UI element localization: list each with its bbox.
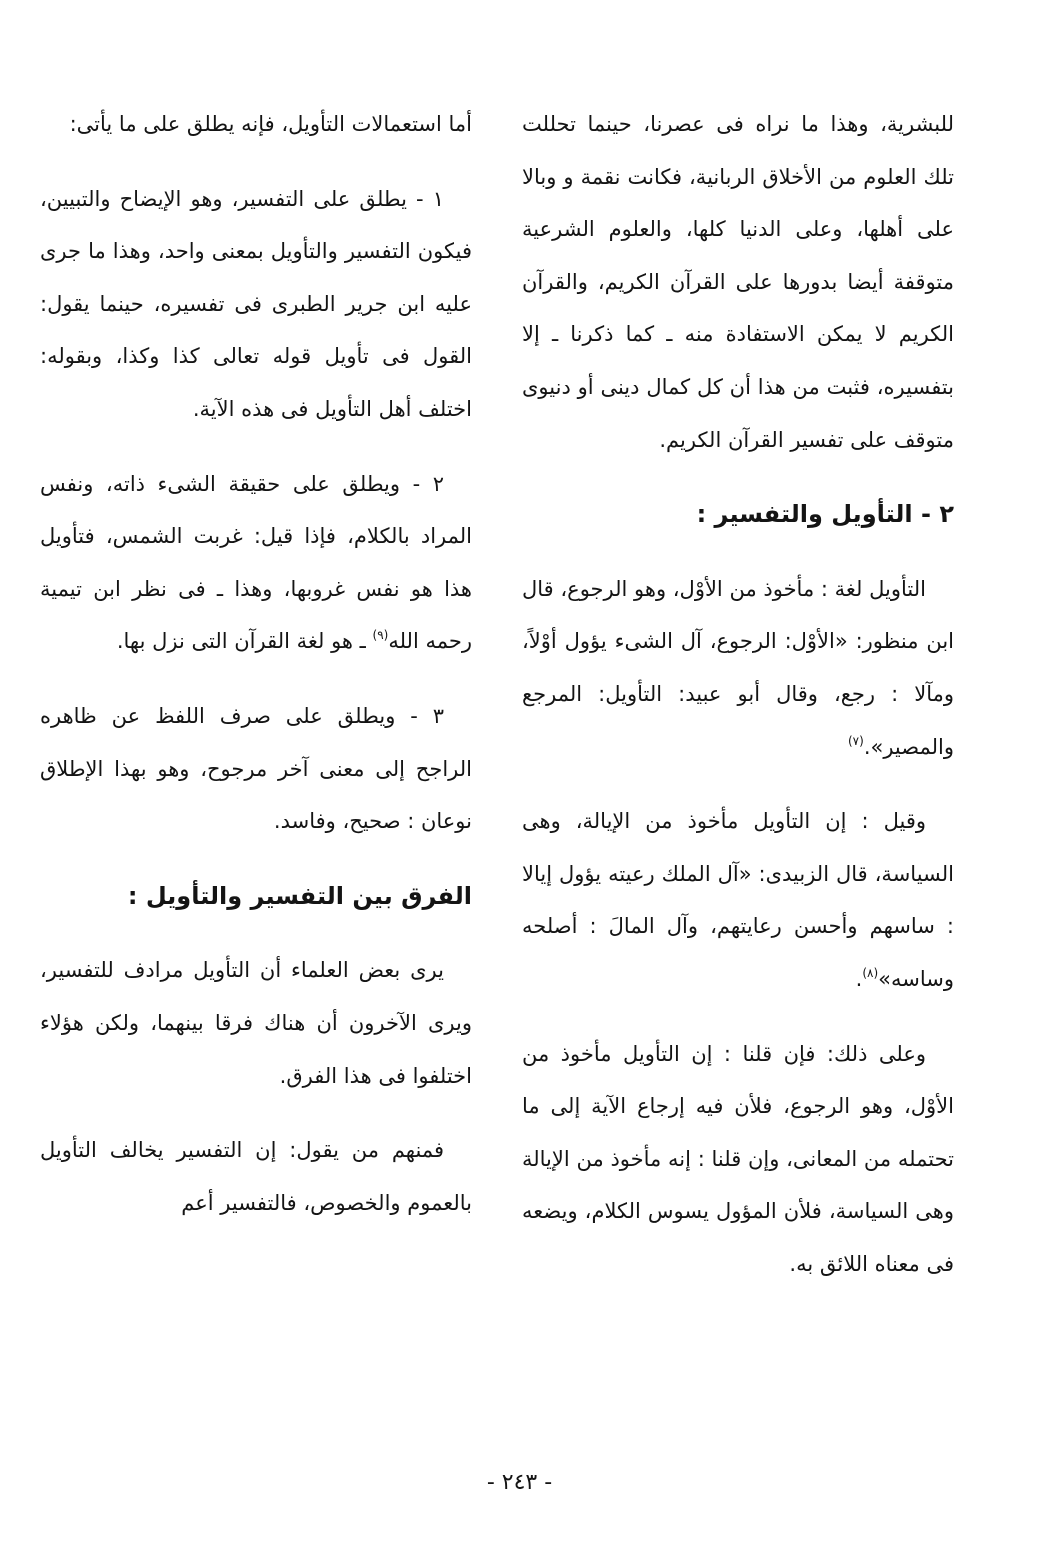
paragraph-usages-intro: أما استعمالات التأويل، فإنه يطلق على ما يأتى: [69,112,472,136]
paragraph-tawil-iyala [522,795,954,1005]
paragraph-end: ـ هو لغة القرآن التى نزل بها. [116,629,373,654]
paragraph-text: التأويل لغة : مأخوذ من الأوْل، وهو الرجوع، قال ابن منظور: «الأوْل: الرجوع، آل الشىء يؤول أوْلاً، ومآلا : رجع، وقال أبو عبيد: التأويل: المرجع والمصير». [522,576,954,759]
left-column [40,98,472,1251]
paragraph-usage-3: ٣ - ويطلق على صرف اللفظ عن ظاهره الراجح إلى معنى آخر مرجوح، وهو بهذا الإطلاق نوعان : صحيح، وفاسد. [40,703,472,834]
paragraph-end: . [855,966,863,991]
paragraph-human-sciences: للبشرية، وهذا ما نراه فى عصرنا، حينما تحللت تلك العلوم من الأخلاق الربانية، فكانت نقمة و وبالا على أهلها، وعلى الدنيا كلها، والعلوم الشرعية متوقفة أيضا بدورها على القرآن الكريم، والقرآن الكريم لا يمكن الاستفادة منه ـ كما ذكرنا ـ إلا بتفسيره، فثبت من هذا أن كل كمال دينى أو دنيوى متوقف على تفسير القرآن الكريم. [522,112,954,452]
paragraph-general-specific: فمنهم من يقول: إن التفسير يخالف التأويل بالعموم والخصوص، فالتفسير أعم [40,1138,472,1215]
footnote-ref-7: (٧) [847,733,864,748]
paragraph-usage-2 [40,458,472,668]
section-heading-difference: الفرق بين التفسير والتأويل : [127,881,472,910]
paragraph-scholars-view: يرى بعض العلماء أن التأويل مرادف للتفسير، ويرى الآخرون أن هناك فرقا بينهما، ولكن هؤلاء اختلفوا فى هذا الفرق. [40,958,472,1088]
footnote-ref-8: (٨) [862,965,879,980]
paragraph-tawil-linguistic [522,563,954,773]
paragraph-text: وقيل : إن التأويل مأخوذ من الإيالة، وهى السياسة، قال الزبيدى: «آل الملك رعيته يؤول إيالا : ساسهم وأحسن رعايتهم، وآل المالَ : أصلحه وساسه» [522,809,954,991]
paragraph-conclusion: وعلى ذلك: فإن قلنا : إن التأويل مأخوذ من الأوْل، وهو الرجوع، فلأن فيه إرجاع الآية إلى ما تحتمله من المعانى، وإن قلنا : إنه مأخوذ من الإيالة وهى السياسة، فلأن المؤول يسوس الكلام، ويضعه فى معناه اللائق به. [522,1041,954,1276]
right-column [522,98,954,1312]
paragraph-text: ٢ - ويطلق على حقيقة الشىء ذاته، ونفس المراد بالكلام، فإذا قيل: غربت الشمس، فتأويل هذا هو نفس غروبها، وهذا ـ فى نظر ابن تيمية رحمه الله [40,471,472,654]
page-number: - ٢٤٣ - [486,1470,553,1495]
section-heading-tawil-tafsir: ٢ - التأويل والتفسير : [696,500,954,529]
paragraph-usage-1: ١ - يطلق على التفسير، وهو الإيضاح والتبيين، فيكون التفسير والتأويل بمعنى واحد، وهذا ما جرى عليه ابن جرير الطبرى فى تفسيره، حينما يقول: القول فى تأويل قوله تعالى كذا وكذا، وبقوله: اختلف أهل التأويل فى هذه الآية. [40,186,472,421]
footnote-ref-9: (٩) [372,628,389,643]
